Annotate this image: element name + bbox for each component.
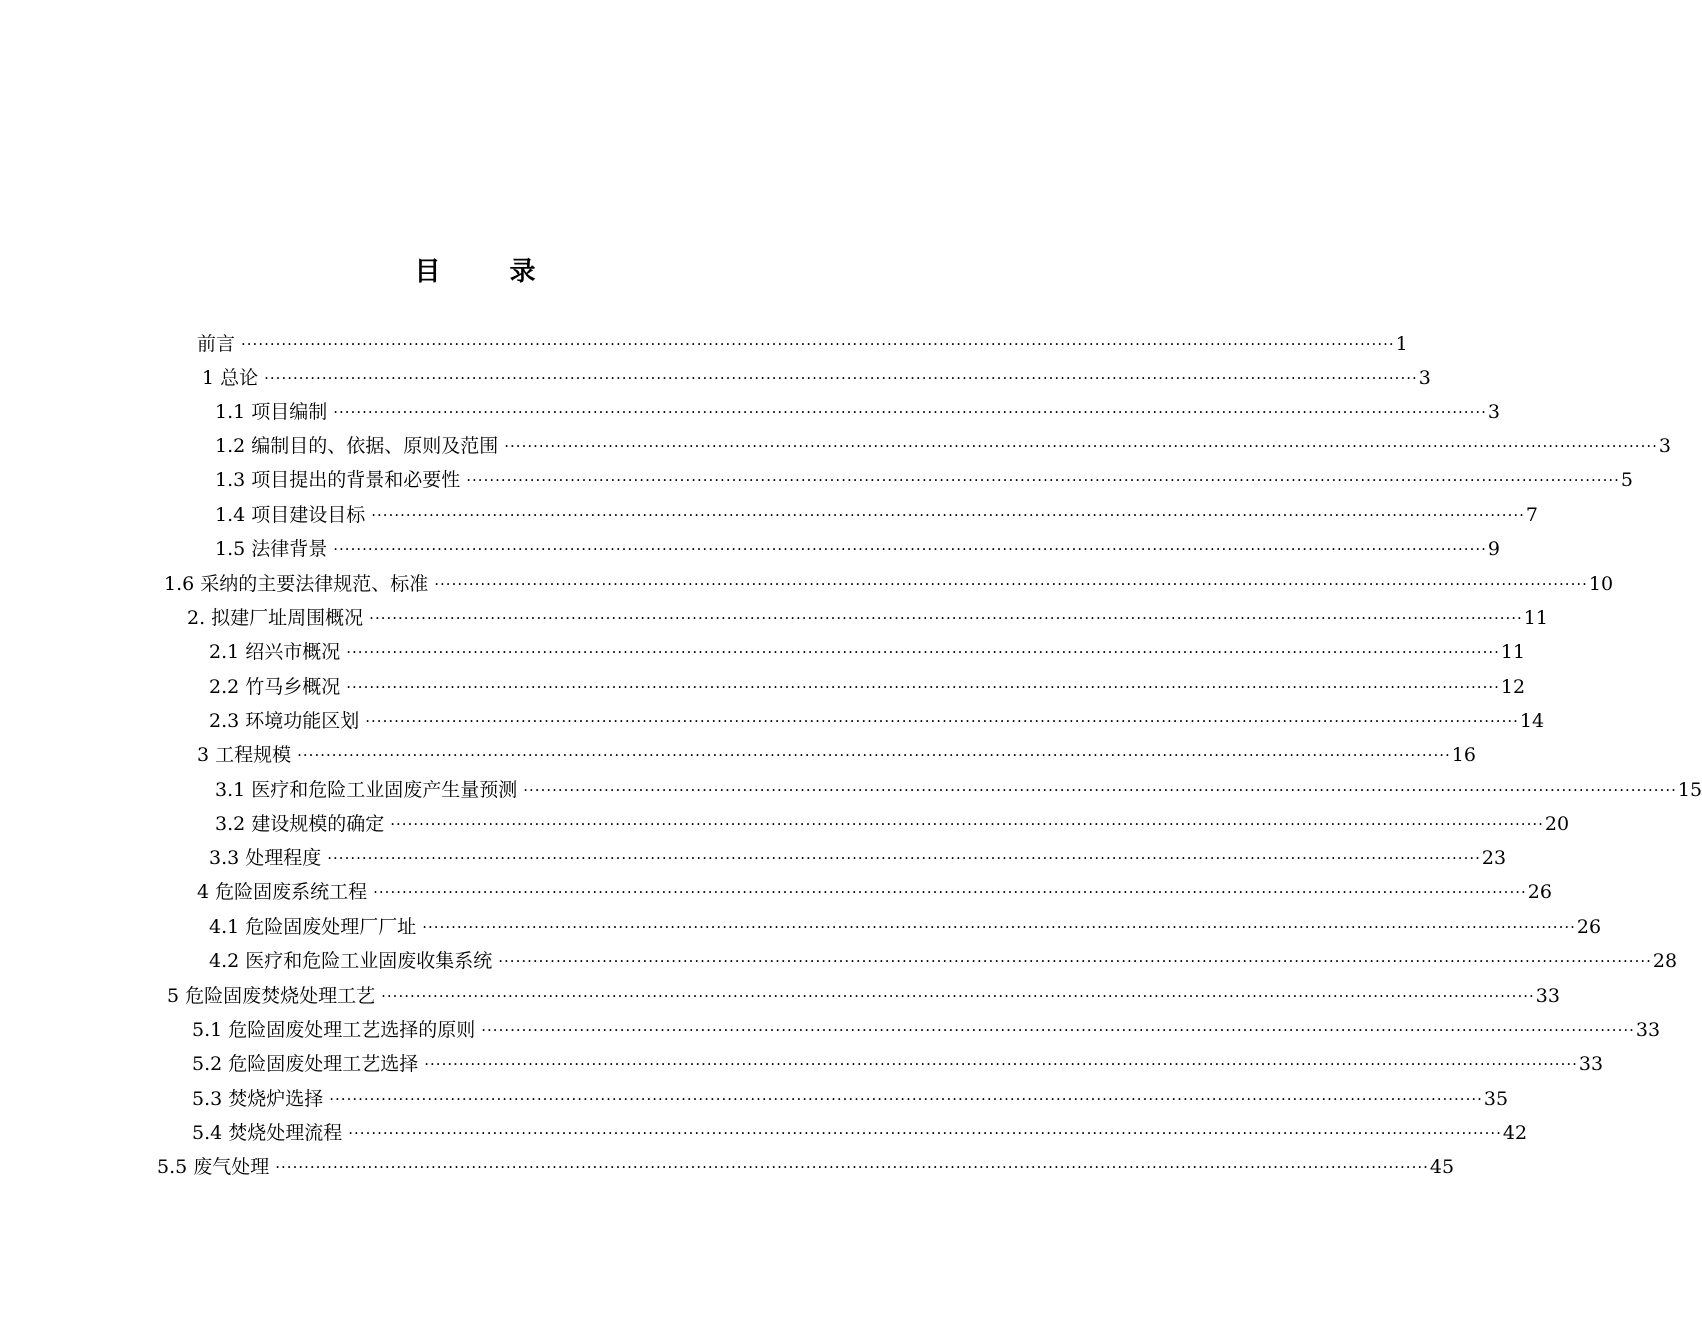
toc-entry-label: 3 工程规模 bbox=[197, 744, 292, 766]
toc-entry[interactable] bbox=[192, 1046, 1604, 1076]
toc-leader-dots: ········································································································································································································ bbox=[523, 781, 1677, 799]
toc-entry[interactable] bbox=[192, 1115, 1528, 1145]
toc-entry[interactable] bbox=[209, 703, 1545, 733]
toc-entry[interactable] bbox=[187, 600, 1548, 630]
toc-leader-dots: ········································································································································································································ bbox=[434, 575, 1588, 593]
toc-entry-page: 1 bbox=[1395, 333, 1408, 355]
toc-entry-label: 1 总论 bbox=[202, 367, 259, 389]
toc-entry[interactable] bbox=[215, 772, 1702, 802]
toc-entry[interactable] bbox=[192, 1081, 1509, 1111]
toc-entry[interactable] bbox=[167, 978, 1560, 1008]
toc-entry[interactable] bbox=[215, 394, 1500, 424]
toc-entry-label: 2.1 绍兴市概况 bbox=[209, 641, 341, 663]
toc-entry-page: 16 bbox=[1451, 744, 1476, 766]
toc-entry[interactable] bbox=[192, 1012, 1661, 1042]
toc-entry-label: 3.1 医疗和危险工业固废产生量预测 bbox=[215, 779, 518, 801]
toc-leader-dots: ········································································································································································································ bbox=[373, 883, 1527, 901]
toc-entry-label: 5.4 焚烧处理流程 bbox=[192, 1122, 343, 1144]
toc-entry-label: 1.6 采纳的主要法律规范、标准 bbox=[164, 573, 429, 595]
toc-leader-dots: ········································································································································································································ bbox=[422, 918, 1576, 936]
toc-entry-label: 5.2 危险固废处理工艺选择 bbox=[192, 1053, 419, 1075]
toc-leader-dots: ········································································································································································································ bbox=[365, 712, 1519, 730]
toc-entry[interactable] bbox=[215, 806, 1570, 836]
toc-leader-dots: ········································································································································································································ bbox=[297, 746, 1451, 764]
toc-leader-dots: ········································································································································································································ bbox=[348, 1124, 1502, 1142]
toc-entry-page: 11 bbox=[1500, 641, 1526, 663]
toc-leader-dots: ········································································································································································································ bbox=[498, 952, 1652, 970]
toc-entry-page: 33 bbox=[1535, 985, 1560, 1007]
toc-entry-page: 3 bbox=[1418, 367, 1431, 389]
toc-entry-label: 5 危险固废焚烧处理工艺 bbox=[167, 985, 376, 1007]
toc-entry[interactable] bbox=[164, 566, 1614, 596]
toc-entry-page: 14 bbox=[1519, 710, 1545, 732]
toc-entry-page: 15 bbox=[1677, 779, 1702, 801]
toc-entry-label: 2. 拟建厂址周围概况 bbox=[187, 607, 364, 629]
toc-entry-page: 3 bbox=[1658, 435, 1671, 457]
toc-entry-label: 3.3 处理程度 bbox=[209, 847, 322, 869]
toc-entry-page: 5 bbox=[1620, 469, 1633, 491]
toc-entry-page: 45 bbox=[1429, 1156, 1455, 1178]
toc-entry-page: 33 bbox=[1578, 1053, 1604, 1075]
toc-leader-dots: ········································································································································································································ bbox=[466, 471, 1620, 489]
toc-leader-dots: ········································································································································································································ bbox=[275, 1158, 1429, 1176]
toc-entry-page: 10 bbox=[1588, 573, 1614, 595]
toc-entry[interactable] bbox=[197, 874, 1552, 904]
toc-leader-dots: ········································································································································································································ bbox=[333, 403, 1487, 421]
toc-entry-label: 5.1 危险固废处理工艺选择的原则 bbox=[192, 1019, 476, 1041]
toc-entry-label: 5.3 焚烧炉选择 bbox=[192, 1088, 324, 1110]
toc-entry[interactable] bbox=[157, 1149, 1455, 1179]
toc-leader-dots: ········································································································································································································ bbox=[481, 1021, 1635, 1039]
toc-entry-label: 2.3 环境功能区划 bbox=[209, 710, 360, 732]
toc-entry-page: 3 bbox=[1487, 401, 1500, 423]
toc-entry-page: 26 bbox=[1576, 916, 1602, 938]
toc-entry-label: 5.5 废气处理 bbox=[157, 1156, 270, 1178]
toc-title: 目 录 bbox=[414, 257, 566, 287]
toc-entry[interactable] bbox=[197, 737, 1476, 767]
toc-entry-page: 11 bbox=[1523, 607, 1548, 629]
toc-leader-dots: ········································································································································································································ bbox=[424, 1055, 1578, 1073]
toc-entry-page: 23 bbox=[1481, 847, 1507, 869]
toc-entry-page: 12 bbox=[1500, 676, 1526, 698]
toc-entry-label: 3.2 建设规模的确定 bbox=[215, 813, 385, 835]
toc-entry-label: 1.2 编制目的、依据、原则及范围 bbox=[215, 435, 499, 457]
toc-entry[interactable] bbox=[209, 943, 1678, 973]
toc-leader-dots: ········································································································································································································ bbox=[381, 987, 1535, 1005]
toc-entry-page: 20 bbox=[1544, 813, 1570, 835]
toc-leader-dots: ········································································································································································································ bbox=[264, 369, 1418, 387]
toc-leader-dots: ········································································································································································································ bbox=[329, 1090, 1483, 1108]
toc-leader-dots: ········································································································································································································ bbox=[327, 849, 1481, 867]
toc-entry-page: 26 bbox=[1527, 881, 1552, 903]
toc-entry[interactable] bbox=[215, 531, 1500, 561]
toc-entry-label: 1.4 项目建设目标 bbox=[215, 504, 366, 526]
toc-entry-page: 7 bbox=[1525, 504, 1538, 526]
toc-entry-page: 35 bbox=[1483, 1088, 1509, 1110]
toc-entry[interactable] bbox=[202, 360, 1431, 390]
toc-entry-label: 2.2 竹马乡概况 bbox=[209, 676, 341, 698]
toc-entry-label: 1.5 法律背景 bbox=[215, 538, 328, 560]
toc-entry-label: 4.2 医疗和危险工业固废收集系统 bbox=[209, 950, 493, 972]
toc-entry-page: 9 bbox=[1487, 538, 1500, 560]
toc-leader-dots: ········································································································································································································ bbox=[333, 540, 1487, 558]
toc-entry-page: 33 bbox=[1635, 1019, 1661, 1041]
toc-entry-page: 28 bbox=[1652, 950, 1678, 972]
toc-leader-dots: ········································································································································································································ bbox=[369, 609, 1523, 627]
toc-leader-dots: ········································································································································································································ bbox=[504, 437, 1658, 455]
toc-leader-dots: ········································································································································································································ bbox=[371, 506, 1525, 524]
toc-entry[interactable] bbox=[209, 840, 1507, 870]
toc-leader-dots: ········································································································································································································ bbox=[346, 678, 1500, 696]
toc-entry[interactable] bbox=[209, 634, 1526, 664]
toc-entry[interactable] bbox=[197, 326, 1408, 356]
toc-leader-dots: ········································································································································································································ bbox=[241, 335, 1395, 353]
toc-entry[interactable] bbox=[215, 428, 1671, 458]
toc-entry-label: 前言 bbox=[197, 333, 236, 355]
toc-entry-label: 4 危险固废系统工程 bbox=[197, 881, 368, 903]
toc-leader-dots: ········································································································································································································ bbox=[390, 815, 1544, 833]
toc-entry-label: 1.3 项目提出的背景和必要性 bbox=[215, 469, 461, 491]
toc-entry[interactable] bbox=[209, 909, 1602, 939]
toc-entry[interactable] bbox=[215, 462, 1633, 492]
toc-entry[interactable] bbox=[215, 497, 1538, 527]
toc-entry[interactable] bbox=[209, 669, 1526, 699]
toc-leader-dots: ········································································································································································································ bbox=[346, 643, 1500, 661]
toc-entry-page: 42 bbox=[1502, 1122, 1528, 1144]
toc-entry-label: 4.1 危险固废处理厂厂址 bbox=[209, 916, 417, 938]
toc-entry-label: 1.1 项目编制 bbox=[215, 401, 328, 423]
